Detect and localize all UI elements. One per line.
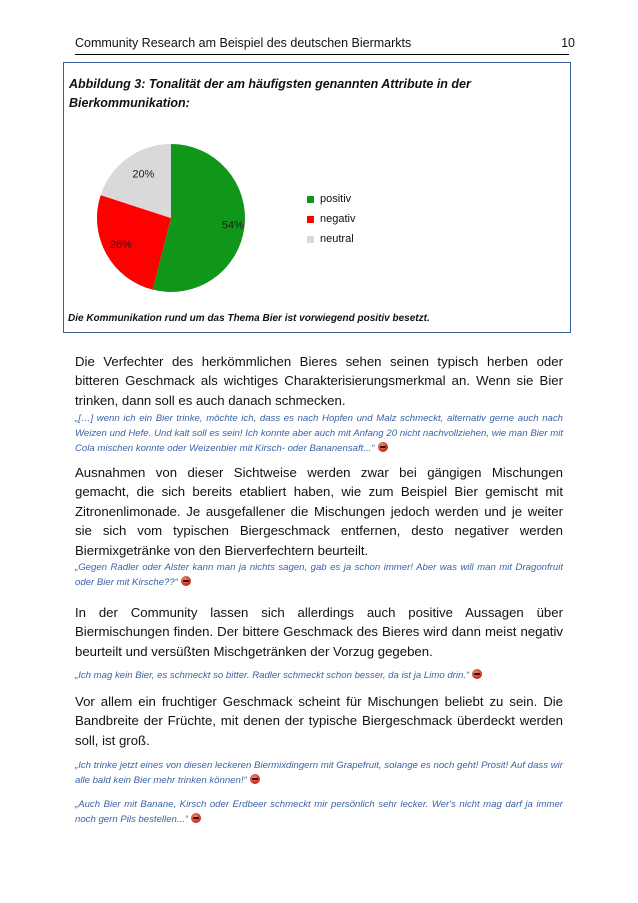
quote-3 [75, 668, 563, 683]
pie-label-positiv: 54% [221, 219, 244, 232]
legend-item-positiv [307, 189, 355, 209]
paragraph-3: In der Community lassen sich allerdings auch positive Aussagen über Biermischungen finden. Der bittere Geschmack des Bieres wird dann meist negativ beurteilt und versüßten Mischgetränken der Vorzug gegeben. [75, 605, 563, 659]
legend-swatch [307, 196, 314, 203]
quote-5 [75, 797, 563, 827]
quote-2 [75, 560, 563, 590]
figure-box [63, 62, 571, 333]
sad-emoticon-icon [191, 813, 201, 823]
figure-note: Die Kommunikation rund um das Thema Bier ist vorwiegend positiv besetzt. [68, 313, 430, 324]
sad-emoticon-icon [472, 669, 482, 679]
quote-1-text: „[…] wenn ich ein Bier trinke, möchte ich, dass es nach Hopfen und Malz schmeckt, alternativ gerne auch nach Weizen und Hefe. Und kalt soll es sein! Ich konnte aber auch mit Anfang 20 nicht nachvollziehen, wie man Bier mit Cola mischen konnte oder Weizenbier mit Kirsch- oder Bananensaft...“ [75, 413, 563, 454]
quote-2-text: „Gegen Radler oder Alster kann man ja nichts sagen, gab es ja schon immer! Aber was will man mit Dragonfruit oder Bier mit Kirsche??“ [75, 562, 563, 588]
header-title: Community Research am Beispiel des deutschen Biermarkts [75, 36, 412, 50]
sad-emoticon-icon [181, 576, 191, 586]
legend-label: neutral [320, 233, 354, 245]
quote-4-text: „Ich trinke jetzt eines von diesen leckeren Biermixdingern mit Grapefruit, solange es noch geht! Prosit! Auf dass wir alle bald kein Bier mehr trinken können!“ [75, 760, 563, 786]
paragraph-4: Vor allem ein fruchtiger Geschmack scheint für Mischungen beliebt zu sein. Die Bandbreite der Früchte, mit denen der typische Biergeschmack überdeckt werden soll, ist groß. [75, 694, 563, 748]
sad-emoticon-icon [250, 774, 260, 784]
quote-3-text: „Ich mag kein Bier, es schmeckt so bitter. Radler schmeckt schon besser, da ist ja Limo drin.“ [75, 670, 470, 681]
legend-label: positiv [320, 193, 352, 205]
page-header [75, 34, 575, 55]
sad-emoticon-icon [378, 442, 388, 452]
figure-caption: Abbildung 3: Tonalität der am häufigsten genannten Attribute in der Bierkommunikation: [69, 77, 471, 110]
paragraph-1: Die Verfechter des herkömmlichen Bieres sehen seinen typisch herben oder bitteren Geschmack als wichtiges Charakterisierungsmerkmal an. Wenn sie Bier trinken, dann soll es auch danach schmecken. [75, 354, 563, 408]
quote-5-text: „Auch Bier mit Banane, Kirsch oder Erdbeer schmeckt mir persönlich sehr lecker. Wer's nicht mag darf ja immer noch gern Pils bestellen...“ [75, 799, 563, 825]
quote-4 [75, 758, 563, 788]
legend-swatch [307, 236, 314, 243]
legend-item-negativ [307, 209, 355, 229]
legend-item-neutral [307, 229, 355, 249]
legend-swatch [307, 216, 314, 223]
pie-label-neutral: 20% [132, 168, 155, 181]
page-number: 10 [561, 36, 575, 50]
quote-1 [75, 411, 563, 456]
chart-legend [307, 189, 355, 249]
pie-label-negativ: 26% [109, 239, 132, 252]
legend-label: negativ [320, 213, 356, 225]
pie-chart [84, 133, 274, 293]
paragraph-2: Ausnahmen von dieser Sichtweise werden zwar bei gängigen Mischungen gemacht, die sich bereits etabliert haben, wie zum Beispiel Bier gemischt mit Zitronenlimonade. Je ausgefallener die Mischungen jedoch werden und je weiter sie sich vom typischen Biergeschmack entfernen, desto negativer werden Biermixgetränke von den Bierverfechtern beurteilt. [75, 465, 563, 558]
